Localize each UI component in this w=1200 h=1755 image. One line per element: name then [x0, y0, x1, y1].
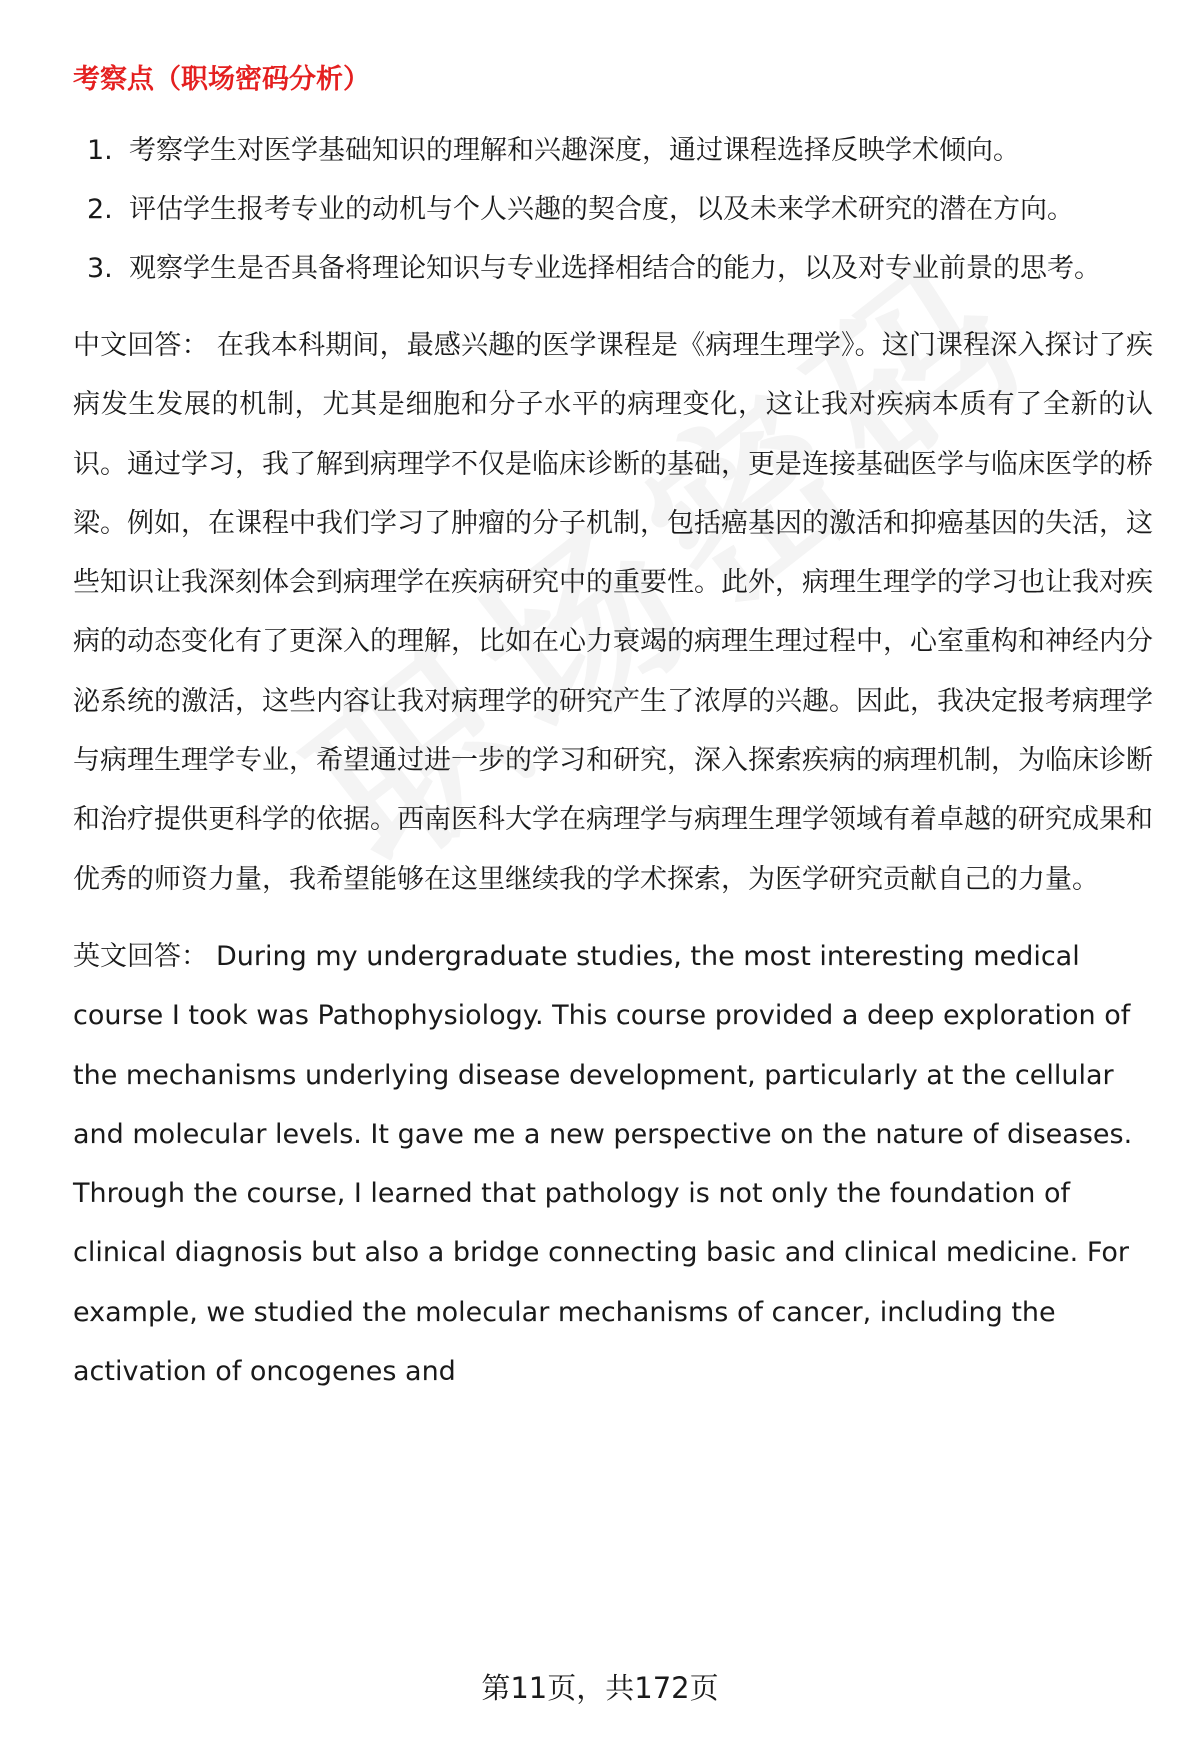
english-answer-text: During my undergraduate studies, the most interesting medical course I took was Pathophysiology. This course provided a deep exploration of the mechanisms underlying disease development, particularly at the cellular and molecular levels. It gave me a new perspective on the nature of diseases. Through the course, I learned that pathology is not only the foundation of clinical diagnosis but also a bridge connecting basic and clinical medicine. For example, we studied the molecular mechanisms of cancer, including the activation of oncogenes and: [73, 940, 1133, 1388]
list-item: [73, 180, 1153, 239]
list-item-number: 2.: [87, 194, 113, 225]
chinese-answer-text: 在我本科期间，最感兴趣的医学课程是《病理生理学》。这门课程深入探讨了疾病发生发展的机制，尤其是细胞和分子水平的病理变化，这让我对疾病本质有了全新的认识。通过学习，我了解到病理学不仅是临床诊断的基础，更是连接基础医学与临床医学的桥梁。例如，在课程中我们学习了肿瘤的分子机制，包括癌基因的激活和抑癌基因的失活，这些知识让我深刻体会到病理学在疾病研究中的重要性。此外，病理生理学的学习也让我对疾病的动态变化有了更深入的理解，比如在心力衰竭的病理生理过程中，心室重构和神经内分泌系统的激活，这些内容让我对病理学的研究产生了浓厚的兴趣。因此，我决定报考病理学与病理生理学专业，希望通过进一步的学习和研究，深入探索疾病的病理机制，为临床诊断和治疗提供更科学的依据。西南医科大学在病理学与病理生理学领域有着卓越的研究成果和优秀的师资力量，我希望能够在这里继续我的学术探索，为医学研究贡献自己的力量。: [73, 330, 1154, 895]
chinese-answer-paragraph: [73, 316, 1153, 909]
list-item-number: 1.: [87, 135, 113, 166]
list-item: [73, 121, 1153, 180]
list-item-text: 考察学生对医学基础知识的理解和兴趣深度，通过课程选择反映学术倾向。: [129, 135, 1020, 166]
list-item-text: 评估学生报考专业的动机与个人兴趣的契合度，以及未来学术研究的潜在方向。: [129, 194, 1074, 225]
english-answer-paragraph: [73, 927, 1153, 1401]
document-page: [73, 55, 1153, 1401]
english-answer-label: 英文回答：: [73, 940, 208, 972]
list-item-number: 3.: [87, 253, 113, 284]
list-item-text: 观察学生是否具备将理论知识与专业选择相结合的能力，以及对专业前景的思考。: [129, 253, 1101, 284]
page-number-footer: 第11页，共172页: [481, 1671, 719, 1705]
section-title: 考察点（职场密码分析）: [73, 64, 370, 95]
list-item: [73, 239, 1153, 298]
assessment-points-list: [73, 121, 1153, 298]
chinese-answer-label: 中文回答：: [73, 330, 209, 361]
